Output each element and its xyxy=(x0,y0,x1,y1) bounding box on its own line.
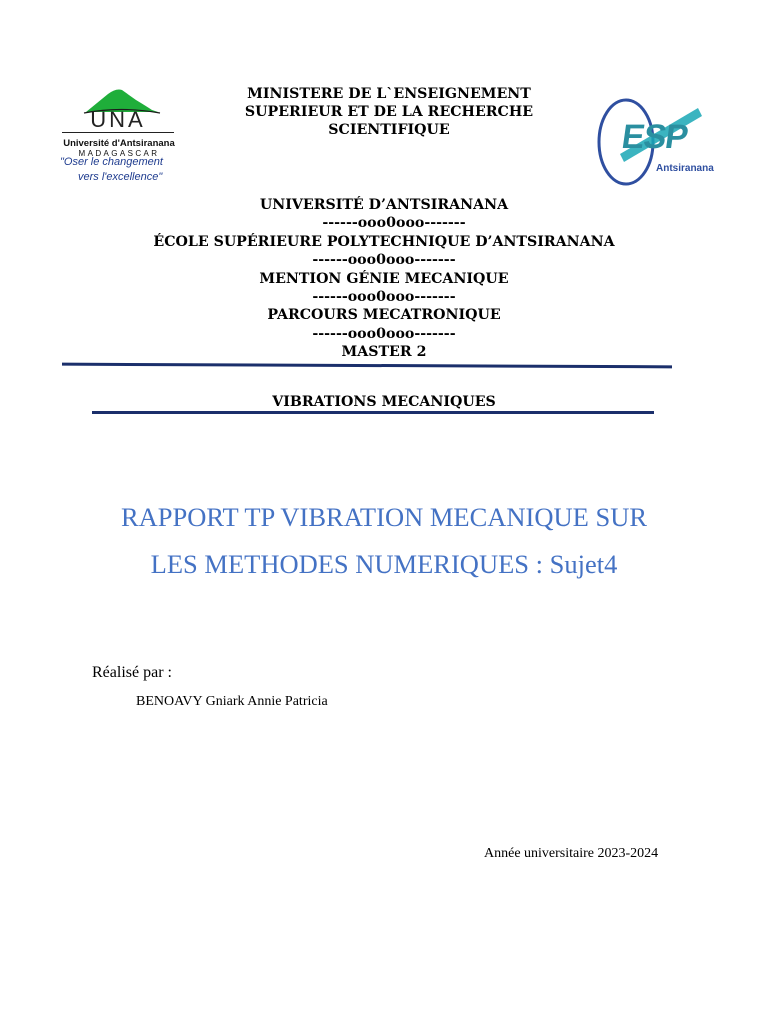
header-rule xyxy=(62,363,672,369)
academic-year: Année universitaire 2023-2024 xyxy=(484,846,659,861)
parcours: PARCOURS MECATRONIQUE xyxy=(267,307,501,323)
mention: MENTION GÉNIE MECANIQUE xyxy=(259,271,509,287)
una-country: MADAGASCAR xyxy=(78,149,160,158)
ministry-block xyxy=(219,85,559,139)
school-name: ÉCOLE SUPÉRIEURE POLYTECHNIQUE D’ANTSIRANANA xyxy=(153,234,615,250)
course-name: VIBRATIONS MECANIQUES xyxy=(272,394,496,410)
una-slogan-line2: vers l'excellence" xyxy=(78,171,163,183)
university-name: UNIVERSITÉ D’ANTSIRANANA xyxy=(259,197,509,213)
level: MASTER 2 xyxy=(341,344,427,360)
esp-logo xyxy=(594,96,720,188)
ministry-line-1: MINISTERE DE L`ENSEIGNEMENT xyxy=(247,86,531,102)
author-name: BENOAVY Gniark Annie Patricia xyxy=(136,694,328,709)
una-acronym: UNA xyxy=(90,107,146,132)
separator-3: ------ooo0ooo------- xyxy=(312,289,456,305)
ministry-line-2: SUPERIEUR ET DE LA RECHERCHE xyxy=(244,104,534,120)
author-label: Réalisé par : xyxy=(92,664,172,681)
ministry-line-3: SCIENTIFIQUE xyxy=(328,122,450,138)
una-logo xyxy=(56,86,186,186)
esp-subtitle: Antsiranana xyxy=(656,163,714,174)
una-name: Université d'Antsiranana xyxy=(63,138,175,149)
separator-2: ------ooo0ooo------- xyxy=(312,252,456,268)
separator-1: ------ooo0ooo------- xyxy=(322,215,466,231)
report-title-line1: RAPPORT TP VIBRATION MECANIQUE SUR xyxy=(120,502,648,532)
una-slogan-line1: "Oser le changement xyxy=(60,156,163,168)
report-title-line2: LES METHODES NUMERIQUES : Sujet4 xyxy=(150,549,618,579)
esp-acronym: ESP xyxy=(619,118,690,156)
separator-4: ------ooo0ooo------- xyxy=(312,326,456,342)
course-rule xyxy=(92,411,654,414)
